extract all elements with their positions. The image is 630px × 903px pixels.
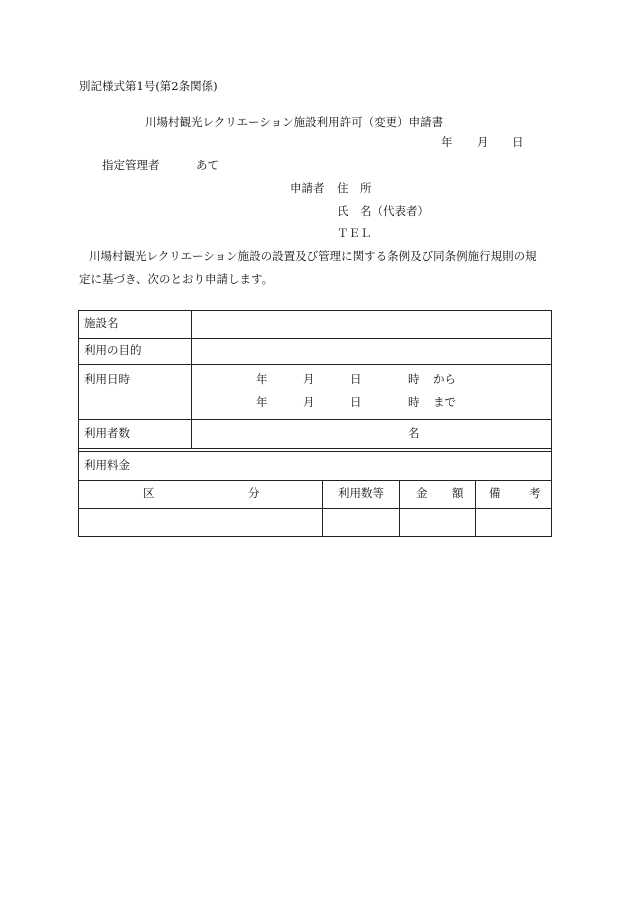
datetime-until-day: 日 xyxy=(350,395,362,409)
fee-col-remarks-b: 考 xyxy=(529,486,541,500)
datetime-label: 利用日時 xyxy=(84,372,130,386)
table-divider xyxy=(78,508,552,509)
table-divider xyxy=(78,419,552,420)
recipient-suffix: あて xyxy=(196,158,219,172)
fee-col-amount-b: 額 xyxy=(452,486,464,500)
table-column-divider xyxy=(191,310,192,449)
fee-col-category-b: 分 xyxy=(248,486,260,500)
applicant-tel-label: ＴＥＬ xyxy=(337,226,372,240)
datetime-until-text: まで xyxy=(433,395,456,409)
fee-col-remarks-a: 備 xyxy=(489,486,501,500)
users-unit: 名 xyxy=(408,426,420,440)
applicant-heading: 申請者 xyxy=(290,181,325,195)
applicant-name-label: 氏 名（代表者） xyxy=(337,204,429,218)
table-divider xyxy=(78,451,552,452)
fee-label: 利用料金 xyxy=(84,458,130,472)
datetime-from-text: から xyxy=(433,372,456,386)
recipient-label: 指定管理者 xyxy=(102,158,160,172)
datetime-until-month: 月 xyxy=(303,395,315,409)
purpose-field[interactable] xyxy=(193,339,550,363)
purpose-label: 利用の目的 xyxy=(84,343,142,357)
fee-col-count: 利用数等 xyxy=(338,486,384,500)
datetime-until-year: 年 xyxy=(256,395,268,409)
date-day: 日 xyxy=(512,135,524,149)
body-text-line1: 川場村観光レクリエーション施設の設置及び管理に関する条例及び同条例施行規則の規 xyxy=(89,249,537,263)
facility-name-field[interactable] xyxy=(193,311,550,337)
datetime-from-hour: 時 xyxy=(408,372,420,386)
table-divider xyxy=(78,364,552,365)
body-text-line2: 定に基づき、次のとおり申請します。 xyxy=(79,272,274,286)
date-year: 年 xyxy=(441,135,453,149)
applicant-address-label: 住 所 xyxy=(337,181,372,195)
datetime-until-hour: 時 xyxy=(408,395,420,409)
users-label: 利用者数 xyxy=(84,426,130,440)
table-column-divider xyxy=(322,480,323,537)
page-title: 川場村観光レクリエーション施設利用許可（変更）申請書 xyxy=(145,115,444,129)
datetime-from-day: 日 xyxy=(350,372,362,386)
facility-name-label: 施設名 xyxy=(84,316,119,330)
table-divider xyxy=(78,480,552,481)
table-column-divider xyxy=(399,480,400,537)
fee-col-category-a: 区 xyxy=(143,486,155,500)
table-divider xyxy=(78,448,552,449)
fee-col-amount-a: 金 xyxy=(416,486,428,500)
date-month: 月 xyxy=(477,135,489,149)
datetime-from-year: 年 xyxy=(256,372,268,386)
datetime-from-month: 月 xyxy=(303,372,315,386)
form-number: 別記様式第1号(第2条関係) xyxy=(79,79,218,93)
table-column-divider xyxy=(475,480,476,537)
